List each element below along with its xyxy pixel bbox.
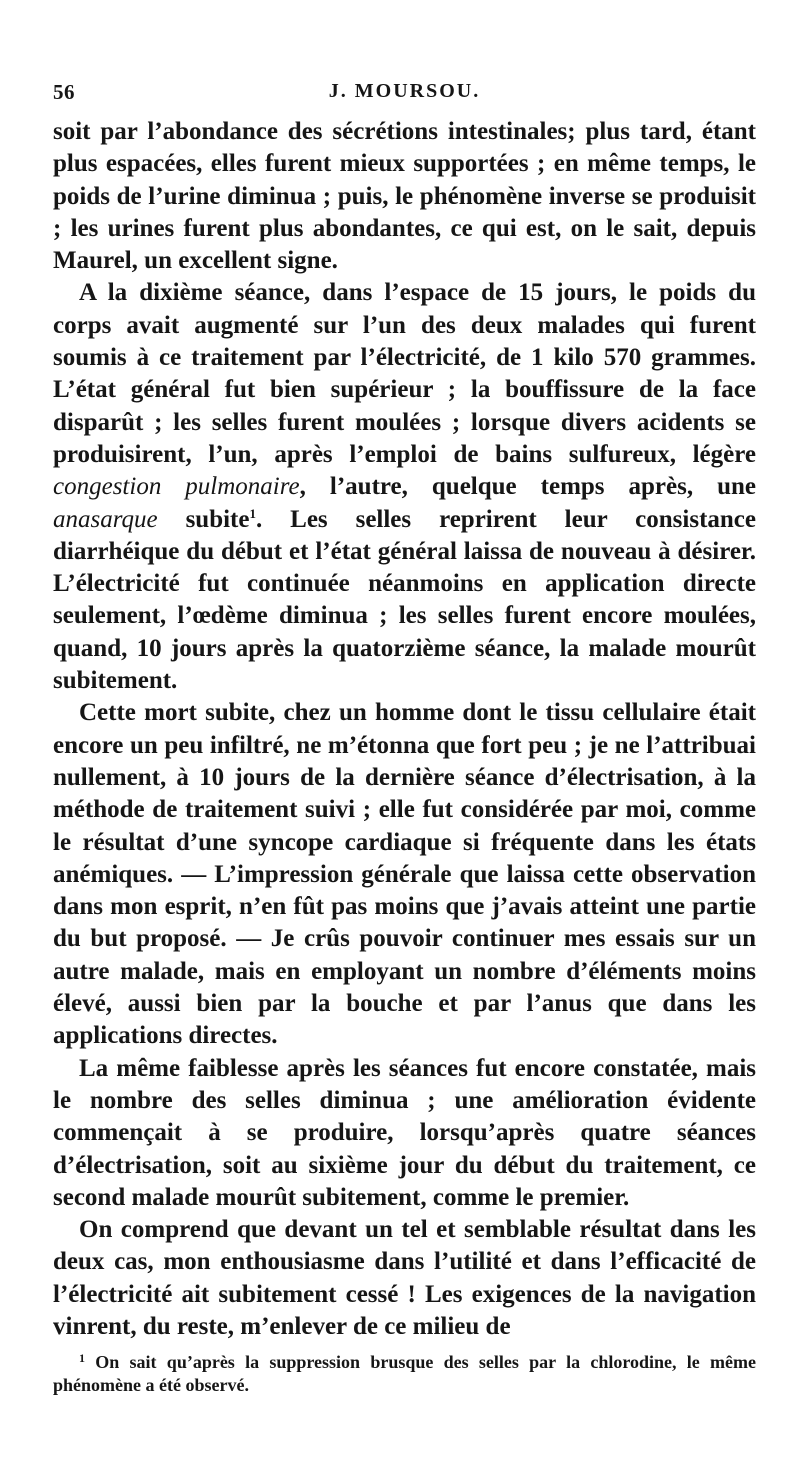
italic-term-congestion: congestion pulmonaire xyxy=(53,473,300,501)
footnote-text-block xyxy=(53,1351,756,1397)
paragraph-2-part-1: A la dixième séance, dans l’espace de 15 jours, le poids du corps avait augmenté sur l’un des deux malades qui furent soumis à ce traitement par l’électricité, de 1 kilo 570 grammes. L’état général fut bien supérieur ; la bouffissure de la face disparût ; les selles furent moulées ; lorsque divers acidents se produisirent, l’un, après l’emploi de bains sulfureux, légère xyxy=(53,279,756,468)
paragraph-5: On comprend que devant un tel et semblable résultat dans les deux cas, mon enthousiasme dans l’utilité et dans l’efficacité de l’électricité ait subitement cessé ! Les exigences de la navigation vinrent, du reste, m’enlever de ce milieu de xyxy=(53,1216,756,1340)
page-number: 56 xyxy=(53,80,75,104)
footnote-marker: 1 xyxy=(79,1351,85,1365)
paragraph-2-part-2: , l’autre, quelque temps après, une xyxy=(299,473,756,501)
paragraph-4: La même faiblesse après les séances fut encore constatée, mais le nombre des selles diminua ; une amélioration évidente commençait à se produire, lorsqu’après quatre séances d’électrisation, soit au sixième jour du début du traitement, ce second malade mourût subitement, comme le premier. xyxy=(53,1054,756,1211)
footnote xyxy=(53,1351,756,1397)
body-text xyxy=(53,116,756,1343)
footnote-reference: 1 xyxy=(249,505,256,521)
running-title: J. MOURSOU. xyxy=(328,80,481,102)
footnote-text: On sait qu’après la suppression brusque des selles par la chlorodine, le même phénomène a été observé. xyxy=(53,1352,756,1395)
paragraph-1: soit par l’abondance des sécrétions intestinales; plus tard, étant plus espacées, elles furent mieux supportées ; en même temps, le poids de l’urine diminua ; puis, le phénomène inverse se produisit ; les urines furent plus abondantes, ce qui est, on le sait, depuis Maurel, un excellent signe. xyxy=(53,118,756,275)
paragraph-2 xyxy=(53,277,756,697)
paragraph-2-part-3: subite xyxy=(157,505,250,533)
paragraph-3: Cette mort subite, chez un homme dont le tissu cellulaire était encore un peu infiltré, ne m’étonna que fort peu ; je ne l’attribuai nullement, à 10 jours de la dernière séance d’électrisation, à la méthode de traitement suivi ; elle fut considérée par moi, comme le résultat d’une syncope cardiaque si fréquente dans les états anémiques. — L’impression générale que laissa cette observation dans mon esprit, n’en fût pas moins que j’avais atteint une partie du but proposé. — Je crûs pouvoir continuer mes essais sur un autre malade, mais en employant un nombre d’éléments moins élevé, aussi bien par la bouche et par l’anus que dans les applications directes. xyxy=(53,699,756,1050)
italic-term-anasarque: anasarque xyxy=(53,505,158,533)
paragraph-2-part-4: . Les selles reprirent leur consistance diarrhéique du début et l’état général laissa de nouveau à désirer. L’électricité fut continuée néanmoins en application directe seulement, l’œdème diminua ; les selles furent encore moulées, quand, 10 jours après la quatorzième séance, la malade mourût subitement. xyxy=(53,505,756,695)
running-head xyxy=(53,76,756,110)
